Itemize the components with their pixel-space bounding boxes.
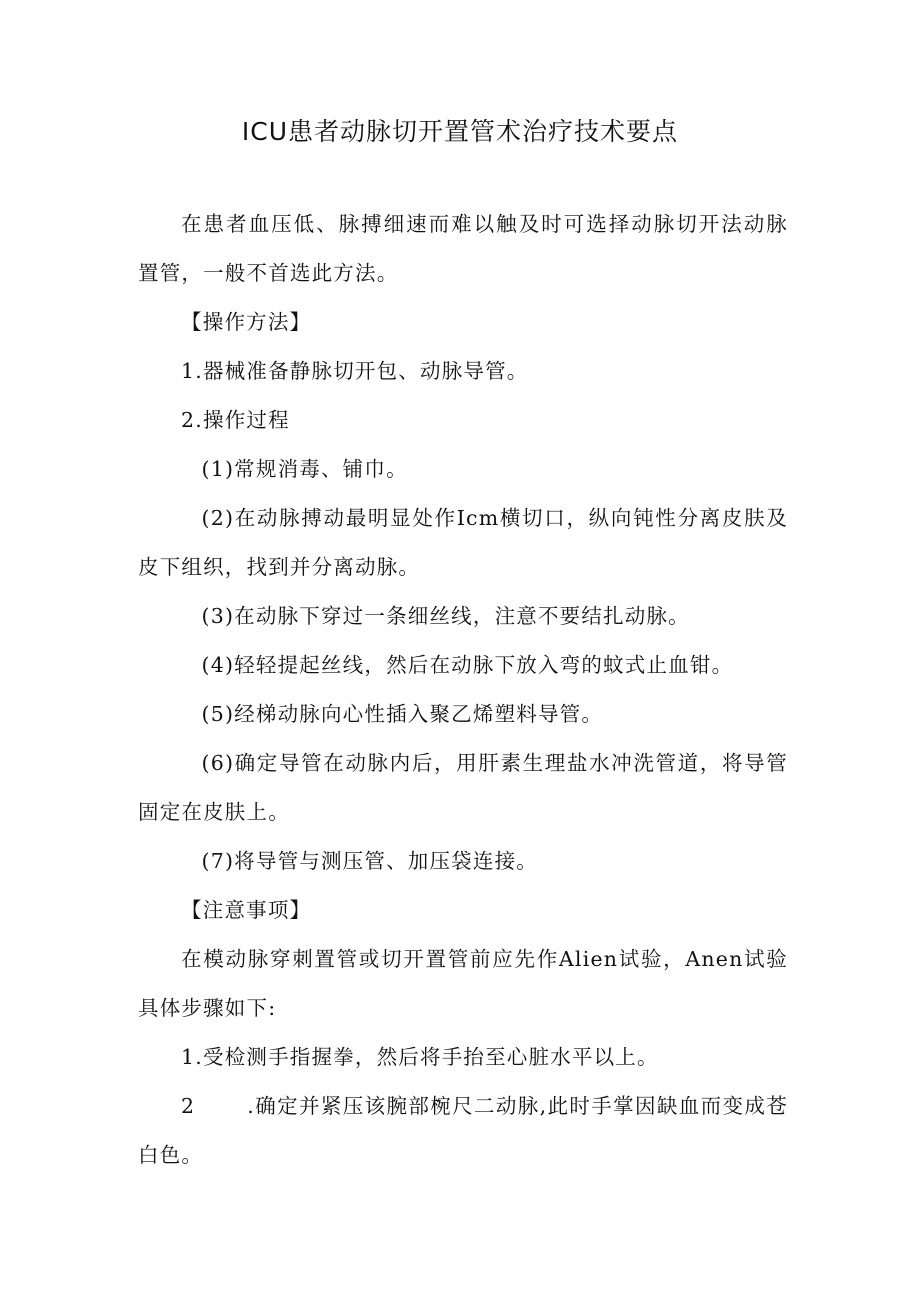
document-body bbox=[138, 200, 788, 1180]
document-title: ICU患者动脉切开置管术治疗技术要点 bbox=[241, 117, 679, 146]
list-item-last bbox=[138, 1082, 788, 1180]
notes-paragraph: 在模动脉穿刺置管或切开置管前应先作Alien试验，Anen试验具体步骤如下: bbox=[138, 947, 788, 1020]
sub-list-item: (5)经梯动脉向心性插入聚乙烯塑料导管。 bbox=[201, 702, 604, 726]
section-heading-notes: 【注意事项】 bbox=[181, 898, 312, 922]
list-item-number: 2 bbox=[181, 1094, 196, 1118]
sub-list-item: (2)在动脉搏动最明显处作Icm横切口，纵向钝性分离皮肤及皮下组织，找到并分离动脉。 bbox=[138, 506, 788, 579]
intro-paragraph: 在患者血压低、脉搏细速而难以触及时可选择动脉切开法动脉置管，一般不首选此方法。 bbox=[138, 212, 788, 285]
sub-list-item: (3)在动脉下穿过一条细丝线，注意不要结扎动脉。 bbox=[201, 604, 690, 628]
section-heading-method: 【操作方法】 bbox=[181, 310, 312, 334]
sub-list-item: (7)将导管与测压管、加压袋连接。 bbox=[201, 849, 538, 873]
list-item: 2.操作过程 bbox=[181, 408, 290, 432]
sub-list-item: (1)常规消毒、铺巾。 bbox=[201, 457, 408, 481]
sub-list-item: (6)确定导管在动脉内后，用肝素生理盐水冲洗管道，将导管固定在皮肤上。 bbox=[138, 751, 788, 824]
list-item: 1.受检测手指握拳，然后将手抬至心脏水平以上。 bbox=[181, 1045, 659, 1069]
list-item: 1.器械准备静脉切开包、动脉导管。 bbox=[181, 359, 529, 383]
sub-list-item: (4)轻轻提起丝线，然后在动脉下放入弯的蚊式止血钳。 bbox=[201, 653, 734, 677]
list-item-text: .确定并紧压该腕部椀尺二动脉,此时手掌因缺血而变成苍白色。 bbox=[138, 1094, 788, 1167]
